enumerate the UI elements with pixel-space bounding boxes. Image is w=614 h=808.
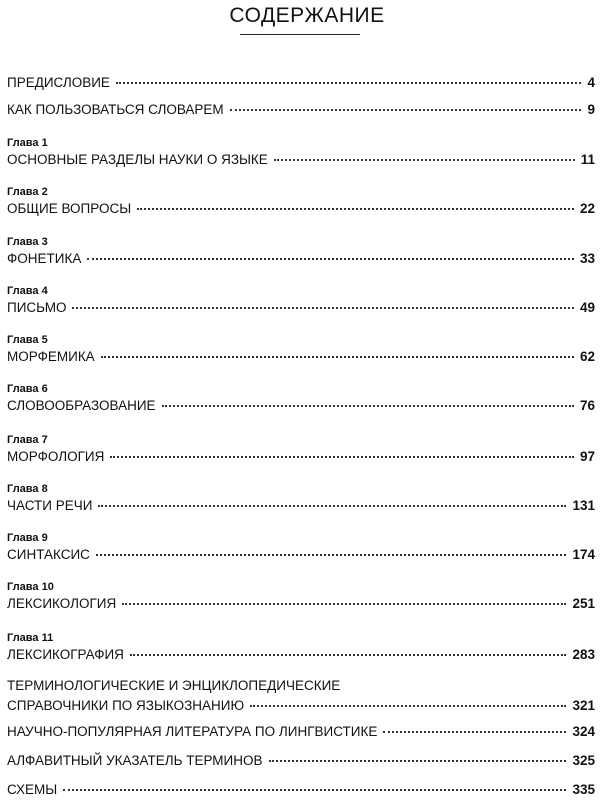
chapter-label: Глава 3 (7, 236, 48, 248)
dot-leader (230, 109, 582, 111)
toc-page-number: 76 (579, 398, 595, 413)
toc-entry-title: КАК ПОЛЬЗОВАТЬСЯ СЛОВАРЕМ (7, 102, 224, 117)
toc-entry-title: ОБЩИЕ ВОПРОСЫ (7, 201, 132, 216)
dot-leader (269, 760, 567, 762)
toc-page-number: 49 (579, 300, 595, 315)
dot-leader (98, 505, 566, 507)
toc-page-number: 9 (587, 102, 595, 117)
toc-entry-schemes[interactable] (7, 780, 595, 800)
toc-page-number: 321 (572, 698, 595, 713)
chapter-label: Глава 7 (7, 434, 48, 446)
toc-entry-title-first-line: ТЕРМИНОЛОГИЧЕСКИЕ И ЭНЦИКЛОПЕДИЧЕСКИЕ (7, 678, 341, 693)
toc-page-number: 33 (579, 251, 595, 266)
toc-page-number: 324 (572, 724, 595, 739)
toc-entry-chapter-1[interactable] (7, 136, 595, 170)
dot-leader (116, 82, 582, 84)
toc-page-number: 97 (579, 449, 595, 464)
toc-entry-title: СПРАВОЧНИКИ ПО ЯЗЫКОЗНАНИЮ (7, 698, 245, 713)
toc-page-number: 325 (572, 753, 595, 768)
dot-leader (110, 456, 574, 458)
toc-entry-title: НАУЧНО-ПОПУЛЯРНАЯ ЛИТЕРАТУРА ПО ЛИНГВИСТИКЕ (7, 724, 378, 739)
toc-entry-title: СИНТАКСИС (7, 547, 90, 562)
toc-entry-term-index[interactable] (7, 751, 595, 771)
chapter-label: Глава 8 (7, 483, 48, 495)
toc-entry-reference-books[interactable] (7, 676, 595, 716)
toc-entry-title: ЛЕКСИКОГРАФИЯ (7, 647, 124, 662)
dot-leader (137, 208, 574, 210)
toc-page-number: 174 (572, 547, 595, 562)
toc-page-number: 22 (579, 201, 595, 216)
toc-entry-chapter-7[interactable] (7, 433, 595, 467)
toc-entry-title: ПИСЬМО (7, 300, 67, 315)
toc-entry-chapter-5[interactable] (7, 333, 595, 367)
toc-page-number: 131 (572, 498, 595, 513)
toc-entry-chapter-11[interactable] (7, 631, 595, 665)
toc-page-number: 283 (572, 647, 595, 662)
toc-page-number: 62 (579, 349, 595, 364)
dot-leader (96, 554, 567, 556)
chapter-label: Глава 1 (7, 137, 48, 149)
toc-entry-title: МОРФЕМИКА (7, 349, 95, 364)
title-underline (240, 34, 360, 35)
page-title: СОДЕРЖАНИЕ (229, 4, 385, 27)
toc-entry-title: АЛФАВИТНЫЙ УКАЗАТЕЛЬ ТЕРМИНОВ (7, 753, 263, 768)
toc-entry-chapter-8[interactable] (7, 482, 595, 516)
toc-entry-chapter-10[interactable] (7, 580, 595, 614)
dot-leader (274, 159, 575, 161)
toc-page-number: 251 (572, 596, 595, 611)
toc-entry-chapter-2[interactable] (7, 185, 595, 219)
toc-entry-preface[interactable] (7, 73, 595, 93)
toc-entry-chapter-6[interactable] (7, 382, 595, 416)
toc-entry-chapter-9[interactable] (7, 531, 595, 565)
toc-entry-title: МОРФОЛОГИЯ (7, 449, 105, 464)
chapter-label: Глава 11 (7, 632, 54, 644)
dot-leader (130, 654, 567, 656)
toc-entry-title: ПРЕДИСЛОВИЕ (7, 75, 110, 90)
toc-entry-popular-literature[interactable] (7, 722, 595, 742)
toc-page-number: 11 (580, 152, 595, 167)
chapter-label: Глава 9 (7, 532, 48, 544)
dot-leader (250, 705, 566, 707)
toc-page-number: 335 (572, 782, 595, 797)
dot-leader (63, 789, 566, 791)
dot-leader (383, 731, 566, 733)
dot-leader (162, 405, 574, 407)
dot-leader (72, 307, 574, 309)
toc-page-number: 4 (587, 75, 595, 90)
toc-entry-title: СХЕМЫ (7, 782, 58, 797)
dot-leader (101, 356, 574, 358)
chapter-label: Глава 4 (7, 285, 48, 297)
dot-leader (122, 603, 566, 605)
chapter-label: Глава 10 (7, 581, 54, 593)
toc-entry-how-to-use[interactable] (7, 100, 595, 120)
toc-entry-title: ЧАСТИ РЕЧИ (7, 498, 93, 513)
chapter-label: Глава 2 (7, 186, 48, 198)
toc-entry-title: ЛЕКСИКОЛОГИЯ (7, 596, 117, 611)
toc-entry-title: СЛОВООБРАЗОВАНИЕ (7, 398, 156, 413)
toc-entry-title: ОСНОВНЫЕ РАЗДЕЛЫ НАУКИ О ЯЗЫКЕ (7, 152, 268, 167)
toc-entry-chapter-4[interactable] (7, 284, 595, 318)
dot-leader (87, 258, 574, 260)
toc-entry-chapter-3[interactable] (7, 235, 595, 269)
toc-entry-title: ФОНЕТИКА (7, 251, 82, 266)
chapter-label: Глава 5 (7, 334, 48, 346)
chapter-label: Глава 6 (7, 383, 48, 395)
